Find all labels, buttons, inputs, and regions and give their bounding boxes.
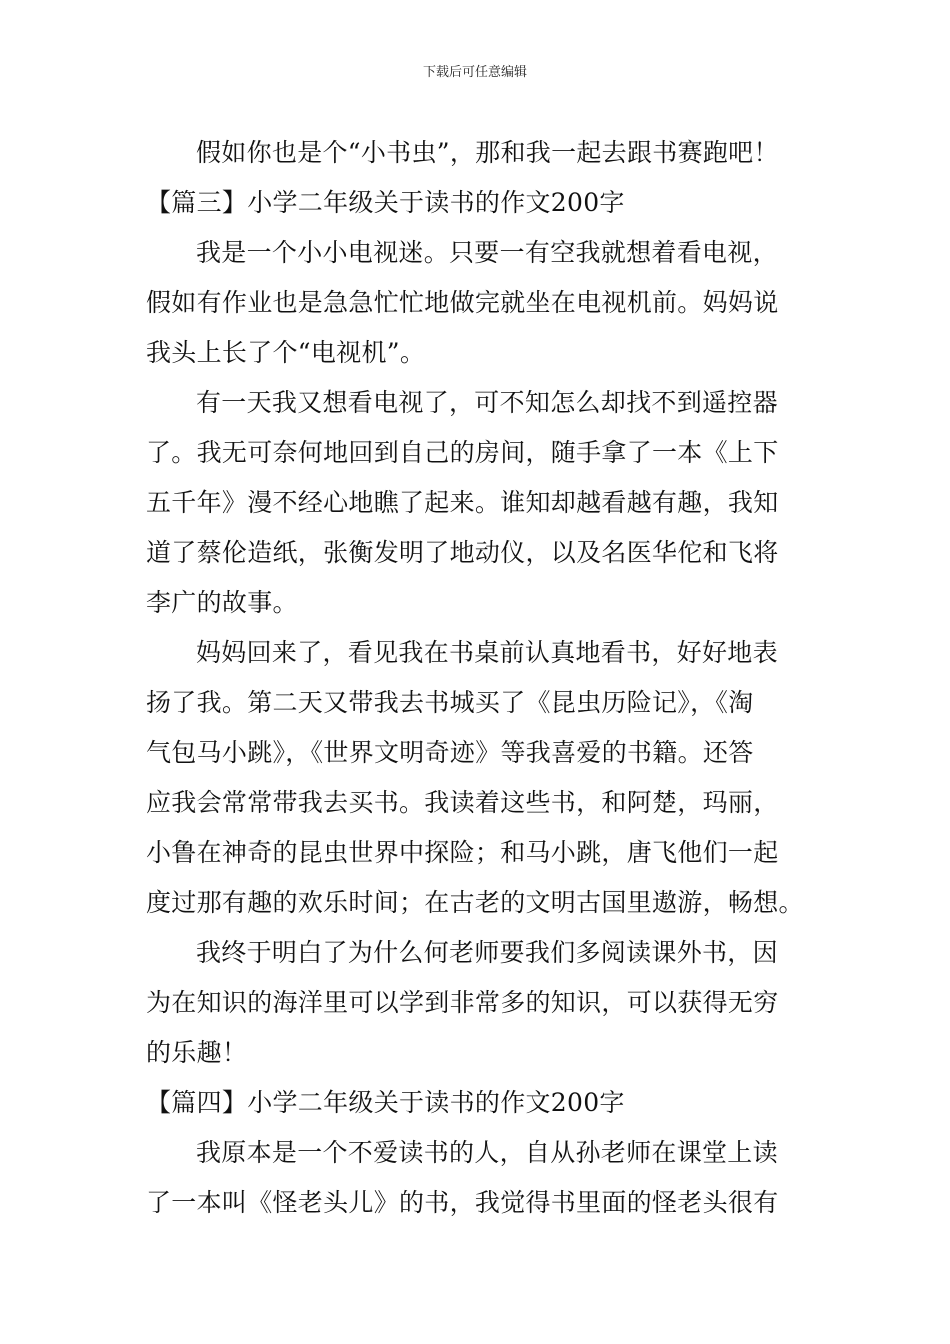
paragraph-line: 的乐趣！ xyxy=(146,1038,248,1067)
paragraph-line: 了。我无可奈何地回到自己的房间，随手拿了一本《上下 xyxy=(146,438,779,467)
page-header: 下载后可任意编辑 xyxy=(422,65,527,80)
paragraph-line: 假如有作业也是急急忙忙地做完就坐在电视机前。妈妈说 xyxy=(146,288,779,317)
paragraph-line: 气包马小跳》，《世界文明奇迹》等我喜爱的书籍。还答 xyxy=(146,738,754,767)
paragraph-line: 有一天我又想看电视了，可不知怎么却找不到遥控器 xyxy=(196,388,778,417)
paragraph-line: 我头上长了个“电视机”。 xyxy=(146,338,426,367)
paragraph-line: 扬了我。第二天又带我去书城买了《昆虫历险记》，《淘 xyxy=(146,688,754,717)
paragraph-line: 道了蔡伦造纸，张衡发明了地动仪，以及名医华佗和飞将 xyxy=(146,538,779,567)
paragraph-line: 小鲁在神奇的昆虫世界中探险；和马小跳，唐飞他们一起 xyxy=(146,838,779,867)
paragraph-line: 应我会常常带我去买书。我读着这些书，和阿楚，玛丽， xyxy=(146,788,779,817)
paragraph-line: 我终于明白了为什么何老师要我们多阅读课外书，因 xyxy=(196,938,778,967)
paragraph-line: 假如你也是个“小书虫”，那和我一起去跟书赛跑吧！ xyxy=(196,138,779,167)
section-heading: 【篇三】小学二年级关于读书的作文200字 xyxy=(146,188,625,217)
paragraph-line: 妈妈回来了，看见我在书桌前认真地看书，好好地表 xyxy=(196,638,778,667)
document-body xyxy=(146,128,814,1228)
paragraph-line: 我原本是一个不爱读书的人，自从孙老师在课堂上读 xyxy=(196,1138,778,1167)
paragraph-line: 五千年》漫不经心地瞧了起来。谁知却越看越有趣，我知 xyxy=(146,488,779,517)
paragraph-line: 李广的故事。 xyxy=(146,588,298,617)
paragraph-line: 我是一个小小电视迷。只要一有空我就想着看电视， xyxy=(196,238,778,267)
paragraph-line: 了一本叫《怪老头儿》的书，我觉得书里面的怪老头很有 xyxy=(146,1188,779,1217)
paragraph-line: 为在知识的海洋里可以学到非常多的知识，可以获得无穷 xyxy=(146,988,779,1017)
paragraph-line: 度过那有趣的欢乐时间；在古老的文明古国里遨游，畅想。 xyxy=(146,888,804,917)
section-heading: 【篇四】小学二年级关于读书的作文200字 xyxy=(146,1088,625,1117)
